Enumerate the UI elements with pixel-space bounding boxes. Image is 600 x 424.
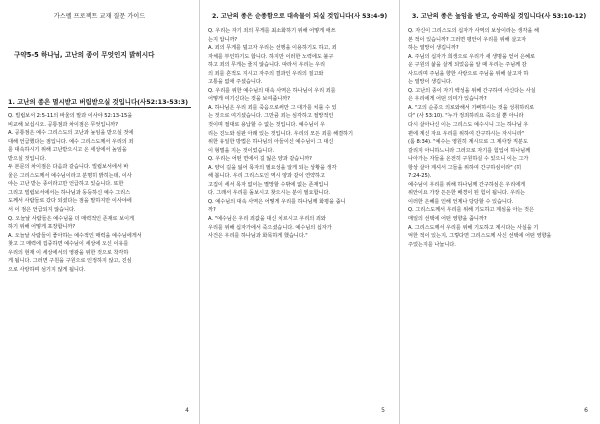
- text-line: 자체를 부인하기도 합니다. 하지만 이러한 노력에도 불구: [208, 53, 334, 60]
- answer-line: A. 공통점은 예수 그리스도의 고난과 높임을 받으실 것에: [8, 130, 134, 137]
- text-line: 7:24-25).: [408, 173, 432, 180]
- text-line: 다. 그래서 우리를 돌보시고 찾으시는 분이 필요합니다.: [208, 190, 330, 197]
- text-line: 위안이요 가장 든든한 배경이 된 힘이 됩니다. 우리는: [408, 190, 525, 197]
- text-line: 대해 언급했다는 점입니다. 예수 그리스도께서 우리의 죄: [8, 138, 134, 145]
- question-line: Q. 예수님의 대속 사역은 어떻게 우리를 하나님께 화평을 줍니: [208, 198, 346, 205]
- document-page-5: [200, 0, 400, 424]
- answer-line: A. 그리스도께서 우리를 위해 기도하고 계시다는 사실을 기: [408, 224, 539, 231]
- document-page-6: [400, 0, 600, 424]
- text-line: 억한 적이 있는지, 그렇다면 그리스도께 사신 선택에 어떤 영향을: [408, 233, 552, 240]
- question-line: Q. 우리는 어떤 면에서 길 잃은 양과 같습니까?: [208, 156, 312, 163]
- text-line: 이 형벌을 지는 것이었습니다.: [208, 147, 274, 154]
- text-line: 게 됩니다. 그러면 구원을 구원으로 인정하지 않고, 진심: [8, 258, 132, 265]
- text-line: 비교해 보십시오. 공통점과 차이점은 무엇입니까?: [8, 121, 118, 128]
- text-line: 것이며 절대로 용납할 수 없는 것입니다. 예수님이 우: [208, 122, 325, 129]
- text-line: 다" (사 53:10). "누가 정죄하리요 죽으실 뿐 아니라: [408, 113, 524, 120]
- text-line: 본 적이 있습니까? 그러면 평안이 우리를 위해 살고자: [408, 36, 527, 43]
- page-number: 5: [381, 407, 385, 414]
- text-line: 두 본문의 차이점은 다음과 같습니다. 빌립보서에서 바: [8, 164, 129, 171]
- text-line: 항상 살아 계셔서 그들을 위하여 간구하심이라" (히: [408, 164, 522, 171]
- answer-line: A. 죄의 무게를 덜고자 우리는 선행을 이용하기도 하고, 죄: [208, 45, 337, 52]
- text-line: 받으실 것입니다.: [8, 155, 46, 162]
- text-line: 사건은 우리를 하나님과 화목하게 했습니다.": [208, 233, 308, 240]
- answer-line: A. "고의 순종으 의로와해서 기뻐하시는 것을 성취하리로: [408, 104, 535, 111]
- text-line: 하는 열망이 생깁니까?: [408, 45, 459, 52]
- text-line: 도께서 사람들로 갔다 되셨다는 점을 말하지만 이사야에: [8, 198, 132, 205]
- text-line: (롬 8:34). "예수는 영원히 계시므로 그 제사장 직분도: [408, 139, 528, 146]
- text-line: 찾고 그 매력에 집중하면 예수님이 세상에 오신 이유를: [8, 241, 129, 248]
- question-line: Q. 오늘날 사람들은 예수님을 더 매력적인 존재로 보이게: [8, 215, 134, 222]
- text-line: 운 구원의 삶을 살게 되었음을 알 때 우리는 주님께 감: [408, 62, 527, 69]
- text-line: 하고 죄의 무게는 줄지 않습니다. 따라서 우리는 우리: [208, 62, 325, 69]
- text-line: 예수님이 우리를 위해 하나님께 간구하심은 우리에게: [408, 181, 526, 188]
- text-line: 를 대속하시기 위해 고난받으시고 온 세상에서 높임을: [8, 147, 127, 154]
- answer-line: A. 하나님은 우리 죄를 죽음으로써만 그 대가를 치룰 수 있: [208, 104, 337, 111]
- page-body: [408, 27, 592, 249]
- question-line: Q. 그리스도께서 우리를 위해 기도하고 계심을 아는 것은: [408, 207, 534, 214]
- text-line: 어떻게 여기신다는 것을 보여줍니까?: [208, 96, 290, 103]
- text-line: 으로 사랑하며 섬기지 않게 됩니다.: [8, 266, 86, 273]
- text-line: 는지 압니까?: [208, 36, 238, 43]
- answer-line: A. "예수님은 우리 죄값을 대신 치르시고 우리의 죄와: [208, 216, 326, 223]
- answer-line: A. 오늘날 사람들이 좋아하는 예수적인 매력을 예수님에게서: [8, 232, 142, 239]
- question-line: Q. 우리를 위한 예수님의 대속 사역은 하나님이 우리 죄를: [208, 87, 336, 94]
- text-line: 편에 계신 자요 우리를 위하여 간구하시는 자시니라": [408, 130, 525, 137]
- text-line: 주었는지를 나눕니다.: [408, 241, 456, 248]
- answer-line: A. 주님의 십자가 희생으로 우리가 새 생명을 얻어 은혜로: [408, 53, 535, 60]
- text-line: 까?: [208, 207, 216, 214]
- page-number: 4: [185, 407, 189, 414]
- document-page-4: [0, 0, 200, 424]
- text-line: 의 죄를 흔적도 지시고 자주의 결과인 우리의 질고와: [208, 70, 324, 77]
- question-line: Q. 자신이 그리스도의 십자가 사역의 보상이라는 생각을 해: [408, 28, 539, 34]
- question-line: Q. 빌립보서 2:5-11의 바울의 말과 이사야 52:13-15을: [8, 113, 133, 119]
- text-line: 는 것으로 여기셨습니다. 그만큼 죄는 심각하고 절망적인: [208, 113, 334, 120]
- text-line: 하기 위해 어떻게 포장합니까?: [8, 224, 76, 231]
- text-line: 위한 유일한 방법은 하나님의 아들이신 예수님이 그 대신: [208, 139, 334, 146]
- text-line: 야는 고난 받는 종이라고만 언급하고 있습니다. 또한: [8, 181, 124, 188]
- page-body: [8, 112, 191, 274]
- question-line: Q. 고난의 종이 자기 백성을 위해 간구하여 사신다는 사실: [408, 87, 536, 94]
- text-line: 는 열망이 생깁니다.: [408, 79, 453, 86]
- lesson-title: 1. 고난의 종은 멸시받고 버림받으실 것입니다(사52:13-53:3): [8, 97, 191, 108]
- text-line: 은 우리에게 어떤 의미가 있습니까?: [408, 96, 487, 103]
- text-line: 고통을 없애 주셨습니다.: [208, 79, 263, 86]
- text-line: 리는 진노와 심판 아래 있는 것입니다. 우리의 모든 죄를 해결하기: [208, 130, 353, 137]
- text-line: 나아가는 자들을 온전히 구원하실 수 있으니 이는 그가: [408, 156, 529, 163]
- text-line: 서 이 점은 언급되지 않습니다.: [8, 207, 76, 214]
- answer-line: A. 양이 길을 잃어 목자의 필요성을 알게 되는 상황을 생각: [208, 164, 337, 171]
- text-line: 우리의 현재 이 세상에서의 영광을 위한 것으로 착각하: [8, 249, 129, 256]
- page-number: 6: [584, 407, 588, 414]
- running-head: 가스펠 프로젝트 교재 질문 가이드: [53, 13, 146, 20]
- text-line: 울은 그리스도께서 예수님이라고 분명히 밝히는데, 이사: [8, 172, 132, 179]
- text-line: 매일의 선택에 어떤 영향을 줍니까?: [408, 216, 487, 223]
- page-body: [208, 27, 391, 241]
- text-line: 그리고 빌립보서에서는 하나님과 동등하신 예수 그리스: [8, 189, 131, 196]
- text-line: 사드리며 주님을 향한 사랑으로 주님을 위해 살고자 하: [408, 70, 529, 77]
- text-line: 다시 살아나신 이는 그리스도 예수시니 그는 하나님 우: [408, 122, 529, 129]
- text-line: 고집이 세서 목자 없이는 멸망할 수밖에 없는 존재입니: [208, 181, 329, 188]
- running-head: 2. 고난의 종은 순종함으로 대속물이 되실 것입니다(사 53:4-9): [212, 13, 388, 20]
- section-title: 구약5-5 하나님, 고난의 종이 무엇인지 밝히시다: [14, 51, 155, 59]
- text-line: 우리를 위해 십자가에서 죽으셨습니다. 예수님의 십자가: [208, 224, 332, 231]
- running-head: 3. 고난의 종은 높임을 받고, 승리하실 것입니다(사 53:10-12): [412, 13, 587, 20]
- text-line: 갈리지 아니하느니라 그러므로 자기를 힘입어 하나님께: [408, 147, 531, 154]
- text-line: 해 봅니다. 우리 그리스도인 역시 양과 같이 연약하고: [208, 173, 325, 180]
- question-line: Q. 우리는 자기 죄의 무게를 최소화하기 위해 어떻게 애쓰: [208, 28, 336, 34]
- text-line: 이러한 은혜를 인해 언제나 당당할 수 있습니다.: [408, 198, 514, 205]
